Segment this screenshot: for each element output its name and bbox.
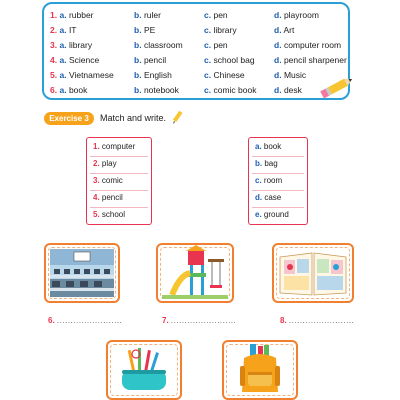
- option-word[interactable]: Chinese: [213, 70, 245, 80]
- computer-room-picture: [44, 243, 120, 303]
- option-letter: a.: [59, 40, 67, 50]
- option-word[interactable]: English: [143, 70, 172, 80]
- divider: [252, 190, 304, 191]
- option-letter: a.: [59, 70, 67, 80]
- school-bag-icon: [224, 342, 296, 398]
- option-word[interactable]: Art: [283, 25, 295, 35]
- match-left-box: [86, 137, 152, 225]
- divider: [252, 207, 304, 208]
- option-letter: b.: [134, 70, 142, 80]
- pencil-small-icon: [172, 110, 184, 124]
- option-word[interactable]: pen: [213, 40, 228, 50]
- option-letter: c.: [204, 85, 212, 95]
- answer-6[interactable]: 6. ........................: [48, 316, 123, 325]
- divider: [252, 173, 304, 174]
- answer-7[interactable]: 7. ........................: [162, 316, 237, 325]
- option-word[interactable]: pencil sharpener: [283, 55, 347, 65]
- option-letter: d.: [274, 25, 282, 35]
- option-letter: b.: [134, 40, 142, 50]
- row-number: 4.: [50, 55, 58, 65]
- option-letter: d.: [274, 55, 282, 65]
- option-word[interactable]: desk: [283, 85, 302, 95]
- match-right-item[interactable]: c. room: [255, 176, 283, 185]
- divider: [90, 190, 148, 191]
- option-letter: b.: [134, 55, 142, 65]
- divider: [90, 156, 148, 157]
- option-letter: c.: [204, 70, 212, 80]
- match-left-item[interactable]: 2. play: [93, 159, 117, 168]
- playground-picture: [156, 243, 234, 303]
- option-word[interactable]: classroom: [143, 40, 183, 50]
- option-letter: d.: [274, 85, 282, 95]
- divider: [252, 156, 304, 157]
- exercise-badge: Exercise 3: [44, 112, 94, 125]
- row-number: 3.: [50, 40, 58, 50]
- option-word[interactable]: book: [68, 85, 88, 95]
- option-letter: d.: [274, 40, 282, 50]
- comic-book-icon: [274, 245, 352, 301]
- option-word[interactable]: computer room: [283, 40, 342, 50]
- option-word[interactable]: notebook: [143, 85, 179, 95]
- option-word[interactable]: comic book: [213, 85, 257, 95]
- row-number: 2.: [50, 25, 58, 35]
- option-word[interactable]: pen: [213, 10, 228, 20]
- divider: [90, 173, 148, 174]
- option-word[interactable]: Science: [68, 55, 100, 65]
- option-letter: a.: [59, 10, 67, 20]
- match-left-item[interactable]: 5. school: [93, 210, 126, 219]
- pencil-case-picture: [106, 340, 182, 400]
- option-word[interactable]: Music: [283, 70, 307, 80]
- option-letter: b.: [134, 85, 142, 95]
- option-letter: a.: [59, 25, 67, 35]
- option-letter: d.: [274, 70, 282, 80]
- option-word[interactable]: library: [68, 40, 93, 50]
- match-right-item[interactable]: a. book: [255, 142, 282, 151]
- match-left-item[interactable]: 1. computer: [93, 142, 136, 151]
- exercise-instruction: Match and write.: [100, 113, 167, 123]
- option-letter: b.: [134, 25, 142, 35]
- row-number: 5.: [50, 70, 58, 80]
- match-right-item[interactable]: b. bag: [255, 159, 278, 168]
- school-bag-picture: [222, 340, 298, 400]
- match-left-item[interactable]: 4. pencil: [93, 193, 123, 202]
- option-letter: c.: [204, 10, 212, 20]
- option-letter: d.: [274, 10, 282, 20]
- option-word[interactable]: rubber: [68, 10, 94, 20]
- option-letter: c.: [204, 25, 212, 35]
- option-letter: a.: [59, 85, 67, 95]
- computer-room-icon: [46, 245, 118, 301]
- vocabulary-box: [42, 2, 350, 100]
- pencil-case-icon: [108, 342, 180, 398]
- option-word[interactable]: PE: [143, 25, 156, 35]
- match-right-box: [248, 137, 308, 225]
- match-left-item[interactable]: 3. comic: [93, 176, 123, 185]
- option-word[interactable]: IT: [68, 25, 77, 35]
- playground-icon: [158, 245, 232, 301]
- option-word[interactable]: ruler: [143, 10, 161, 20]
- option-letter: a.: [59, 55, 67, 65]
- row-number: 1.: [50, 10, 58, 20]
- match-right-item[interactable]: e. ground: [255, 210, 289, 219]
- option-word[interactable]: Vietnamese: [68, 70, 114, 80]
- comic-book-picture: [272, 243, 354, 303]
- answer-8[interactable]: 8. ........................: [280, 316, 355, 325]
- row-number: 6.: [50, 85, 58, 95]
- option-letter: b.: [134, 10, 142, 20]
- option-word[interactable]: library: [213, 25, 237, 35]
- option-word[interactable]: school bag: [213, 55, 255, 65]
- option-letter: c.: [204, 40, 212, 50]
- option-word[interactable]: playroom: [283, 10, 319, 20]
- option-word[interactable]: pencil: [143, 55, 167, 65]
- option-letter: c.: [204, 55, 212, 65]
- match-right-item[interactable]: d. case: [255, 193, 282, 202]
- divider: [90, 207, 148, 208]
